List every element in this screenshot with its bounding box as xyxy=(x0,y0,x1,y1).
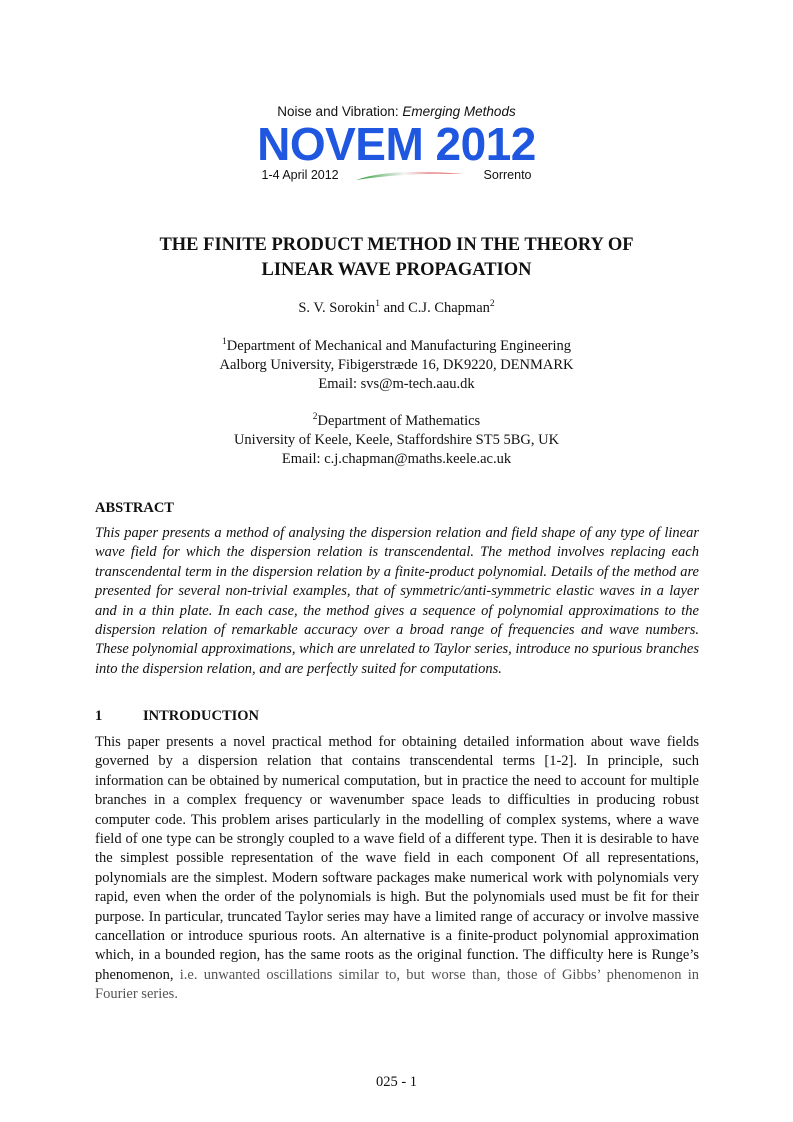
section-heading: 1 INTRODUCTION xyxy=(95,708,260,724)
abstract-text: This paper presents a method of analysing the dispersion relation and field shape of any type of linear wave field for which the dispersion relation is transcendental. The method involves replacing each transcendental term in the dispersion relation by a finite-product polynomial. Details of the method are presented for several non-trivial examples, that of symmetric/anti-symmetric elastic waves in a layer and in a thin plate. In each case, the method gives a sequence of polynomial approximations to the dispersion relation of remarkable accuracy over a broad range of frequencies and wave numbers. These polynomial approximations, which are unrelated to Taylor series, introduce no spurious branches into the dispersion relation, and are perfectly suited for computations. xyxy=(95,525,699,677)
logo-date: 1-4 April 2012 xyxy=(261,168,339,182)
authors: S. V. Sorokin$^1$ and C.J. Chapman$^2$ xyxy=(298,299,495,316)
section-body: This paper presents a novel practical method for obtaining detailed information about wave fields governed by a dispersion relation that contains transcendental terms [1-2]. In principle, such information can be obtained by numerical computation, but in practice the need to account for multiple branches in a complex frequency or wavenumber space leads to difficulties in producing robust computer code. This problem arises particularly in the modelling of complex systems, where a wave field of one type can be strongly coupled to a wave field of a different type. Then it is desirable to have the simplest possible representation of the wave field in each component Of all representations, polynomials are the simplest. Modern software packages make numerical work with polynomials very rapid, even when the order of the polynomials is high. But the polynomials used must be fit for their purpose. In particular, truncated Taylor series may have a limited range of accuracy or involve massive cancellation or introduce spurious roots. An alternative is a finite-product polynomial approximation which, in a bounded region, has the same roots as the original function. The difficulty here is Runge’s phenomenon, i.e. unwanted oscillations similar to, but worse than, those of Gibbs’ phenomenon in Fourier series. xyxy=(95,734,699,1003)
logo-name: NOVEM 2012 xyxy=(257,118,536,170)
affiliation-1: $^1$Department of Mechanical and Manufacturing Engineering Aalborg University, Fibigerstræde 16, DK9220, DENMARK Email: svs@m-tech.aau.dk xyxy=(0,333,793,394)
logo-subtitle: Noise and Vibration: Emerging Methods xyxy=(277,104,516,119)
logo-footer xyxy=(262,167,532,187)
email-2: Email: c.j.chapman@maths.keele.ac.uk xyxy=(281,450,512,467)
paper-title: THE FINITE PRODUCT METHOD IN THE THEORY OF LINEAR WAVE PROPAGATION xyxy=(159,235,634,280)
page-number: 025 - 1 xyxy=(375,1074,418,1090)
conference-logo xyxy=(0,104,793,187)
logo-place: Sorrento xyxy=(483,168,532,182)
affiliation-2: $^2$Department of Mathematics University of Keele, Keele, Staffordshire ST5 5BG, UK Email: c.j.chapman@maths.keele.ac.uk xyxy=(0,408,793,469)
email-1: Email: svs@m-tech.aau.dk xyxy=(318,375,475,392)
flag-swoosh-icon xyxy=(354,169,466,183)
abstract-heading: ABSTRACT xyxy=(95,500,174,516)
